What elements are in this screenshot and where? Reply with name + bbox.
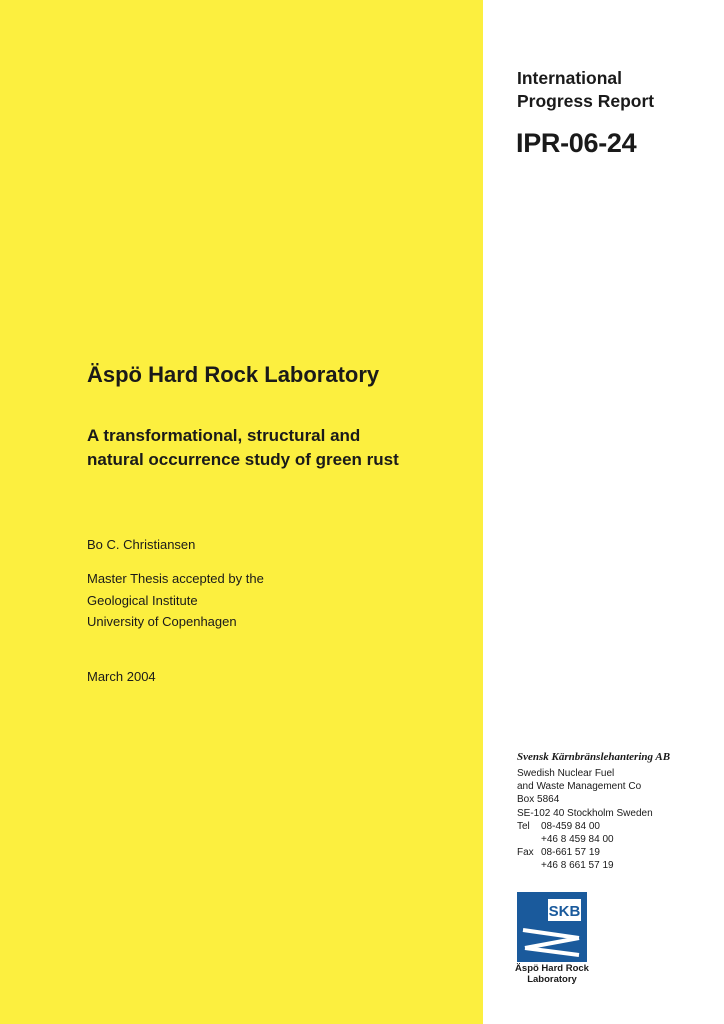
address-line-4: SE-102 40 Stockholm Sweden [517,807,653,819]
thesis-line-2: Geological Institute [87,592,198,608]
fax-number-1: 08-661 57 19 [541,847,600,859]
fax-row-2 [517,859,653,872]
fax-label: Fax [517,847,534,859]
thesis-line-3: University of Copenhagen [87,614,237,629]
logo-caption-line-2: Laboratory [527,974,577,985]
publisher-address [517,767,653,873]
skb-logo [517,892,587,962]
address-line-1: Swedish Nuclear Fuel [517,768,615,779]
tel-number-2: +46 8 459 84 00 [541,834,614,846]
series-line-1: International [517,68,623,88]
logo-caption [510,963,594,985]
logo-text: SKB [548,903,581,920]
series-line-2: Progress Report [517,91,655,111]
fax-number-2: +46 8 661 57 19 [541,860,614,872]
tel-number-1: 08-459 84 00 [541,820,600,832]
report-number: IPR-06-24 [516,128,637,158]
page-subtitle [87,424,467,472]
tel-row-1 [517,820,653,833]
publication-date: March 2004 [87,669,156,684]
fax-row-1 [517,846,653,859]
logo-caption-line-1: Äspö Hard Rock [515,963,589,974]
report-series [517,67,654,113]
subtitle-line-1: A transformational, structural and [87,426,361,445]
thesis-info [87,568,264,633]
tel-label: Tel [517,820,530,832]
address-line-3: Box 5864 [517,794,560,806]
page-title: Äspö Hard Rock Laboratory [87,362,380,387]
subtitle-line-2: natural occurrence study of green rust [87,450,399,469]
publisher-name: Svensk Kärnbränslehantering AB [517,751,671,763]
tel-row-2 [517,833,653,846]
address-line-2: and Waste Management Co [517,781,642,793]
author-name: Bo C. Christiansen [87,537,196,552]
thesis-line-1: Master Thesis accepted by the [87,571,264,586]
